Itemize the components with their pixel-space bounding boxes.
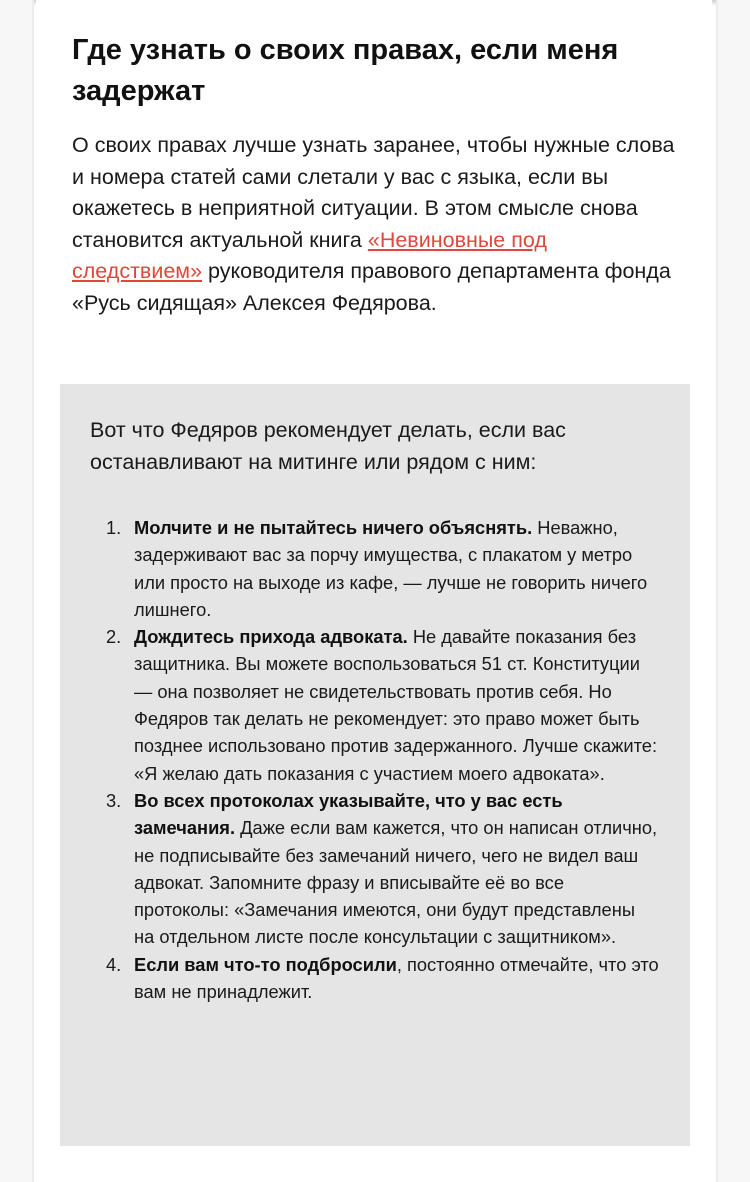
recommendations-box <box>60 384 690 1146</box>
recommendation-text: Неважно, задерживают вас за порчу имущества, с плакатом у метро или просто на выходе из кафе, — лучше не говорить ничего лишнего. <box>134 517 648 620</box>
page-margin-right <box>716 0 750 1182</box>
intro-text-before-link: О своих правах лучше узнать заранее, чтобы нужные слова и номера статей сами слетали у вас с языка, если вы окажетесь в неприятной ситуации. В этом смысле снова становится актуальной книга <box>72 133 675 252</box>
recommendation-title: Во всех протоколах указывайте, что у вас есть замечания. <box>134 789 563 839</box>
recommendation-text: Даже если вам кажется, что он написан отлично, не подписывайте без замечаний ничего, чего не видел ваш адвокат. Запомните фразу и вписывайте её во все протоколы: «Замечания имеются, они будут представлены на отдельном листе после консультации с защитником». <box>134 817 658 948</box>
recommendations-lead: Вот что Федяров рекомендует делать, если вас останавливают на митинге или рядом с ним: <box>90 418 566 474</box>
recommendation-title: Молчите и не пытайтесь ничего объяснять. <box>134 517 533 538</box>
list-number: 3. <box>106 789 122 811</box>
recommendation-item <box>100 623 660 787</box>
list-number: 4. <box>106 953 122 975</box>
list-number: 2. <box>106 626 122 648</box>
book-link[interactable]: «Невиновные под следствием» <box>72 227 547 283</box>
recommendation-text: , постоянно отмечайте, что это вам не принадлежит. <box>134 953 659 1003</box>
list-number: 1. <box>106 517 122 538</box>
recommendation-title: Дождитесь прихода адвоката. <box>134 626 408 648</box>
recommendations-list <box>100 514 660 1005</box>
recommendation-text: Не давайте показания без защитника. Вы можете воспользоваться 51 ст. Конституции — она позволяет не свидетельствовать против себя. Но Федяров так делать не рекомендует: это право может быть позднее использовано против задержанного. Лучше скажите: «Я желаю дать показания с участием моего адвоката». <box>134 626 658 784</box>
recommendation-item <box>100 951 660 1006</box>
recommendation-item <box>100 514 660 623</box>
recommendation-title: Если вам что-то подбросили <box>134 953 397 975</box>
page-margin-left <box>0 0 34 1182</box>
recommendation-item <box>100 787 660 951</box>
intro-paragraph <box>72 130 682 319</box>
article <box>36 0 712 1182</box>
intro-text-after-link: руководителя правового департамента фонда «Русь сидящая» Алексея Федярова. <box>72 259 671 315</box>
section-heading: Где узнать о своих правах, если меня задержат <box>72 34 619 107</box>
